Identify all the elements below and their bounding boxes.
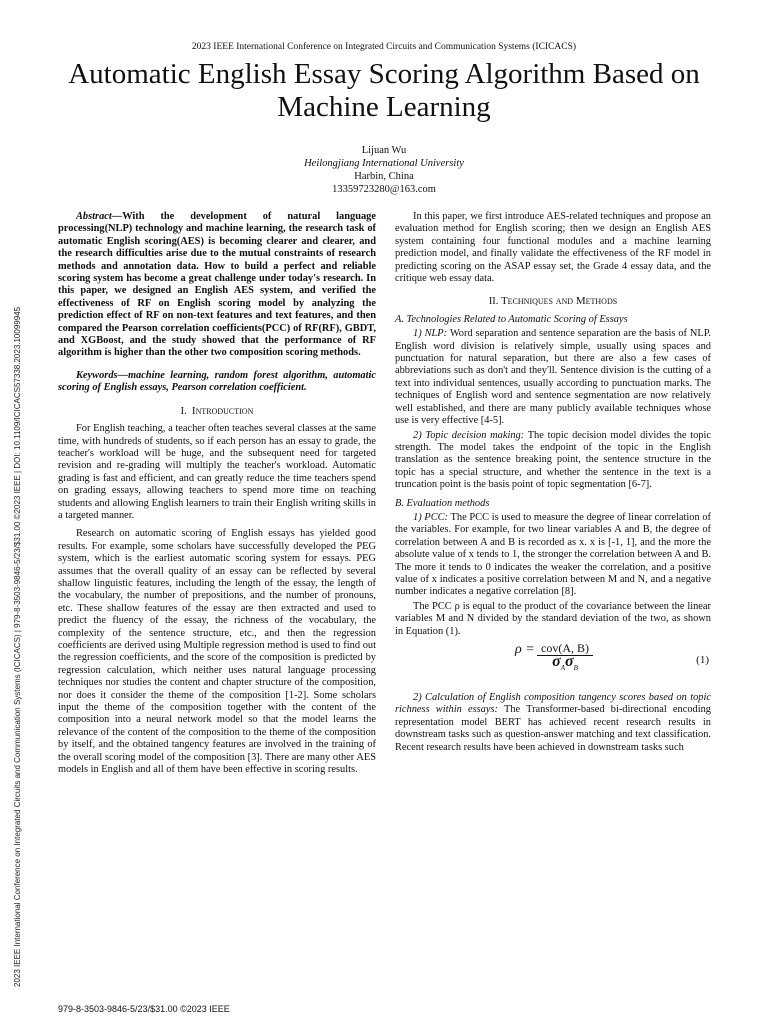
subsection-heading-b: B. Evaluation methods <box>395 497 490 509</box>
equation-lhs: ρ = <box>515 642 535 657</box>
intro-paragraph-2: Research on automatic scoring of English essays has yielded good results. For example, some scholars have successfully developed the PEG system, which is the earliest automatic scoring system for essays. PEG assumes that the overall quality of an essay can be reflected by several shallow linguistic features, including the length of the essay, the length of the vocabulary, the number of prepositions, and the number of pronouns, etc. These shallow features of the essay are then extracted and used to predict the fluency of the essay, the richness of the vocabulary, the complexity of the sentence structure, etc., and then the regression coefficients are derived using Multiple regression method is used to find out the regression coefficients, and the score of the composition is predicted by regression calculation, which neither uses natural language processing techniques nor studies the content and chapter structure of the composition, nor does it consider the theme of the composition [1-2]. Some scholars input the theme of the composition together with the content of the composition into a neural network model so that the model learns the relevance of the content of the composition to the theme of the composition by itself, and the obtained tangency features are involved in the training of the overall scoring model of the composition [3]. There are many other AES models in English and all of them have been effective in scoring results. <box>58 528 376 776</box>
section-heading-methods <box>395 295 711 308</box>
keywords <box>58 370 376 395</box>
section-title: Techniques and Methods <box>500 295 618 308</box>
pcc-text: The PCC is used to measure the degree of linear correlation of the variables. For example, for two linear variables A and B, the degree of correlation between A and B is recorded as x. x is [-1, 1], and the more the absolute value of x tends to 1, the stronger the correlation between A and B. The more it tends to 0 indicates the weaker the correlation, and a positive value of x indicates a positive correlation between M and N, and a negative number indicates a negative correlation [8]. <box>395 511 711 598</box>
equation-denominator <box>537 653 593 675</box>
equation-1 <box>395 642 711 686</box>
sub-a: A <box>560 664 565 673</box>
nlp-heading: 1) NLP: <box>413 328 448 340</box>
pcc-heading: 1) PCC: <box>413 511 449 523</box>
abstract-text: —With the development of natural language processing(NLP) technology and machine learning, the research task of automatic English scoring(AES) is becoming clearer and clearer, and the research difficulties arise due to the mutual constraints of research methods and annotation data. How to build a perfect and reliable scoring system has become a great challenge under today's research. In this paper, we designed an English AES system, and verified the effectiveness of RF on English scoring model by analyzing the prediction effect of RF on non-text features and text features, and then compared the Pearson correlation coefficients(PCC) of RF(RF), GBDT, and XGBoost, and the study showed that the performance of RF algorithm is higher than the other two composition scoring methods. <box>58 211 376 359</box>
pcc-paragraph-2: The PCC ρ is equal to the product of the covariance between the linear variables M and N divided by the standard deviation of the two, as shown in Equation (1). <box>395 600 711 637</box>
paper-title: Automatic English Essay Scoring Algorithm Based on Machine Learning <box>68 58 700 123</box>
author-name: Lijuan Wu <box>361 145 407 156</box>
right-column <box>395 211 711 760</box>
section-number: I. <box>180 405 187 417</box>
calc-text: The Transformer-based bi-directional encoding representation model BERT has achieved recent research results in downstream tasks such as question-answer matching and text classification. Recent research results have been achieved in downstream tasks such <box>395 704 711 753</box>
intro-paragraph-1: For English teaching, a teacher often teaches several classes at the same time, with hundreds of students, so if each person has an essay to grade, the teacher's workload will be huge, and the subsequent need for targeted revision and re-grading will multiply the teacher's workload. Automatic grading is fast and efficient, and can greatly reduce the time teachers spend on grading essays, allowing teachers to spend more time on teaching students and allowing English learners to train their English writing skills in a targeted manner. <box>58 423 376 521</box>
topic-paragraph <box>395 430 711 492</box>
calc-heading: 2) Calculation of English composition tangency scores based on topic richness within essays: <box>395 692 711 716</box>
side-doi-strip: 2023 IEEE International Conference on Integrated Circuits and Communication Systems (ICICACS) | 979-8-3503-9846-5/23/$31.00 ©2023 IEEE | DOI: 10.1109/ICICACS57338.2023.10099945 <box>13 306 22 987</box>
subsection-heading-a: A. Technologies Related to Automatic Scoring of Essays <box>395 313 628 325</box>
sub-b: B <box>573 664 578 673</box>
equation-number: (1) <box>696 654 709 666</box>
conference-header: 2023 IEEE International Conference on Integrated Circuits and Communication Systems (ICICACS) <box>191 42 577 52</box>
abstract <box>58 211 376 360</box>
author-email[interactable]: 13359723280@163.com <box>332 184 436 195</box>
nlp-paragraph <box>395 328 711 427</box>
keywords-lead: Keywords <box>76 369 118 381</box>
topic-heading: 2) Topic decision making: <box>413 429 525 441</box>
left-column <box>58 211 376 782</box>
intro-paragraph-3: In this paper, we first introduce AES-related techniques and propose an evaluation method for English scoring; then we design an English AES system containing four functional modules and a machine learning prediction model, and finally validate the effectiveness of the RF model in predicting scoring on the ASAP essay set, the Grade 4 essay data, and the critique web essay data. <box>395 211 711 285</box>
equation-numerator: cov(A, B) <box>537 642 593 656</box>
calc-paragraph <box>395 692 711 754</box>
pcc-paragraph <box>395 512 711 599</box>
sigma-a: σ <box>552 653 561 671</box>
sigma-b: σ <box>565 653 574 671</box>
keywords-text: —machine learning, random forest algorithm, automatic scoring of English essays, Pearson correlation coefficient. <box>58 369 376 394</box>
author-location: Harbin, China <box>354 171 414 182</box>
copyright-footer: 979-8-3503-9846-5/23/$31.00 ©2023 IEEE <box>58 1004 230 1014</box>
section-title: Introduction <box>191 404 254 417</box>
topic-text: The topic decision model divides the topic strength. The model takes the endpoint of the topic in the English translation as the sentence breaking point, the sentence structure in the topic has a special structure, and whether the sentence in the text is a truncation point is the basis point of topic segmentation [6-7]. <box>395 429 711 491</box>
author-block <box>0 144 768 196</box>
author-affiliation: Heilongjiang International University <box>304 158 464 169</box>
section-number: II. <box>488 296 499 308</box>
abstract-lead: Abstract <box>76 211 112 222</box>
nlp-text: Word separation and sentence separation are the basis of NLP. English word division is relatively simple, usually using spaces and punctuation for natural separation, but there are also a few cases of abbreviations such as don't and they'll. Sentence division is the cutting of a text into individual sentences, usually according to punctuation marks. The techniques of English word and sentence segmentation are now relatively well established, and there are many publicly available techniques whose use is very effective [4-5]. <box>395 328 711 427</box>
section-heading-introduction <box>58 405 376 418</box>
equation-fraction <box>537 642 593 675</box>
